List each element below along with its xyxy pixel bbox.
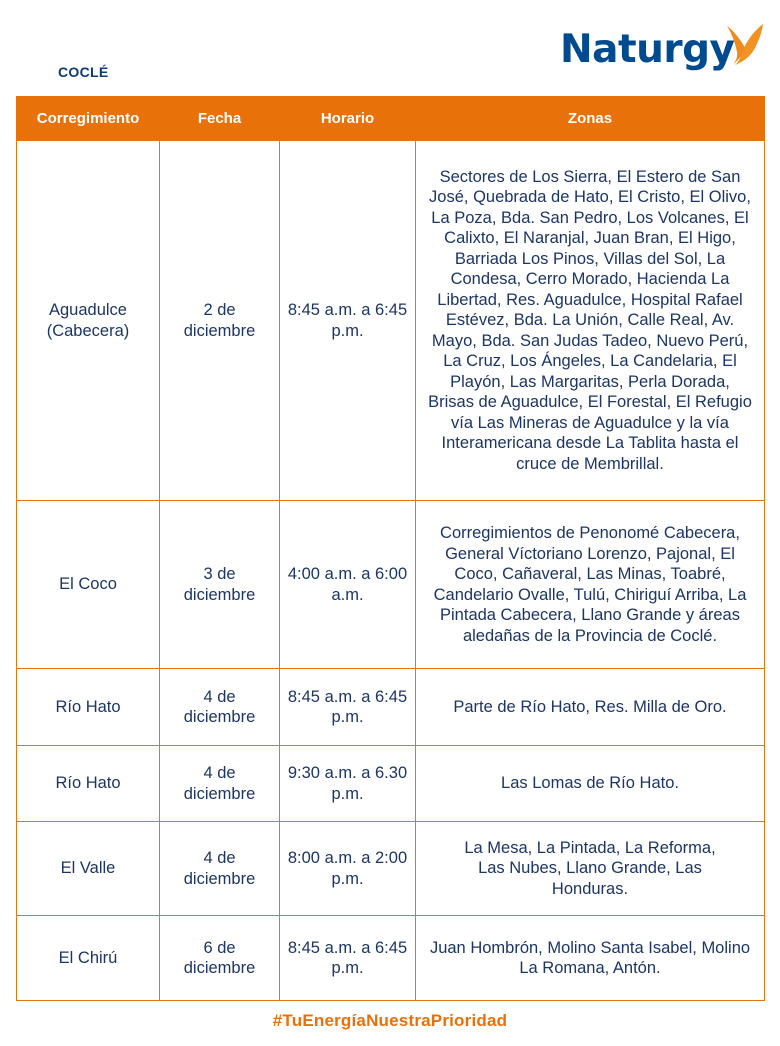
- region-title: COCLÉ: [58, 64, 109, 80]
- table-row: [17, 501, 765, 669]
- column-header-fecha: Fecha: [160, 97, 280, 141]
- column-header-zonas: Zonas: [416, 97, 765, 141]
- cell-corregimiento: El Coco: [17, 501, 160, 669]
- table-row: [17, 141, 765, 501]
- cell-horario: 8:00 a.m. a 2:00 p.m.: [280, 822, 416, 916]
- cell-fecha: 2 de diciembre: [160, 141, 280, 501]
- logo-wordmark: Naturgy: [560, 27, 735, 72]
- outage-schedule-table: [16, 96, 765, 1001]
- cell-fecha: 4 de diciembre: [160, 669, 280, 746]
- cell-fecha: 3 de diciembre: [160, 501, 280, 669]
- cell-horario: 4:00 a.m. a 6:00 a.m.: [280, 501, 416, 669]
- cell-fecha: 4 de diciembre: [160, 822, 280, 916]
- cell-corregimiento: El Valle: [17, 822, 160, 916]
- cell-horario: 8:45 a.m. a 6:45 p.m.: [280, 141, 416, 501]
- cell-horario: 8:45 a.m. a 6:45 p.m.: [280, 669, 416, 746]
- cell-zonas: Juan Hombrón, Molino Santa Isabel, Molino La Romana, Antón.: [416, 916, 765, 1001]
- table-row: [17, 822, 765, 916]
- table-row: [17, 916, 765, 1001]
- cell-zonas: Las Lomas de Río Hato.: [416, 746, 765, 822]
- table-row: [17, 669, 765, 746]
- cell-corregimiento: El Chirú: [17, 916, 160, 1001]
- cell-horario: 9:30 a.m. a 6.30 p.m.: [280, 746, 416, 822]
- cell-zonas: Sectores de Los Sierra, El Estero de San José, Quebrada de Hato, El Cristo, El Olivo, La Poza, Bda. San Pedro, Los Volcanes, El Calixto, El Naranjal, Juan Bran, El Higo, Barriada Los Pinos, Villas del Sol, La Condesa, Cerro Morado, Hacienda La Libertad, Res. Aguadulce, Hospital Rafael Estévez, Bda. La Unión, Calle Real, Av. Mayo, Bda. San Judas Tadeo, Nuevo Perú, La Cruz, Los Ángeles, La Candelaria, El Playón, Las Margaritas, Perla Dorada, Brisas de Aguadulce, El Forestal, El Refugio vía Las Mineras de Aguadulce y la vía Interamericana desde La Tablita hasta el cruce de Membrillal.: [416, 141, 765, 501]
- naturgy-logo: [558, 20, 768, 82]
- butterfly-logo-icon: [725, 20, 765, 66]
- campaign-hashtag: #TuEnergíaNuestraPrioridad: [272, 1011, 508, 1030]
- table-header-row: [17, 97, 765, 141]
- cell-zonas: Corregimientos de Penonomé Cabecera, General Víctoriano Lorenzo, Pajonal, El Coco, Cañaveral, Las Minas, Toabré, Candelario Ovalle, Tulú, Chiriguí Arriba, La Pintada Cabecera, Llano Grande y áreas aledañas de la Provincia de Coclé.: [416, 501, 765, 669]
- table-row: [17, 746, 765, 822]
- cell-corregimiento: Aguadulce (Cabecera): [17, 141, 160, 501]
- cell-zonas: La Mesa, La Pintada, La Reforma, Las Nubes, Llano Grande, Las Honduras.: [416, 822, 765, 916]
- cell-zonas: Parte de Río Hato, Res. Milla de Oro.: [416, 669, 765, 746]
- column-header-horario: Horario: [280, 97, 416, 141]
- cell-fecha: 4 de diciembre: [160, 746, 280, 822]
- cell-corregimiento: Río Hato: [17, 746, 160, 822]
- cell-horario: 8:45 a.m. a 6:45 p.m.: [280, 916, 416, 1001]
- cell-corregimiento: Río Hato: [17, 669, 160, 746]
- cell-fecha: 6 de diciembre: [160, 916, 280, 1001]
- column-header-corregimiento: Corregimiento: [17, 97, 160, 141]
